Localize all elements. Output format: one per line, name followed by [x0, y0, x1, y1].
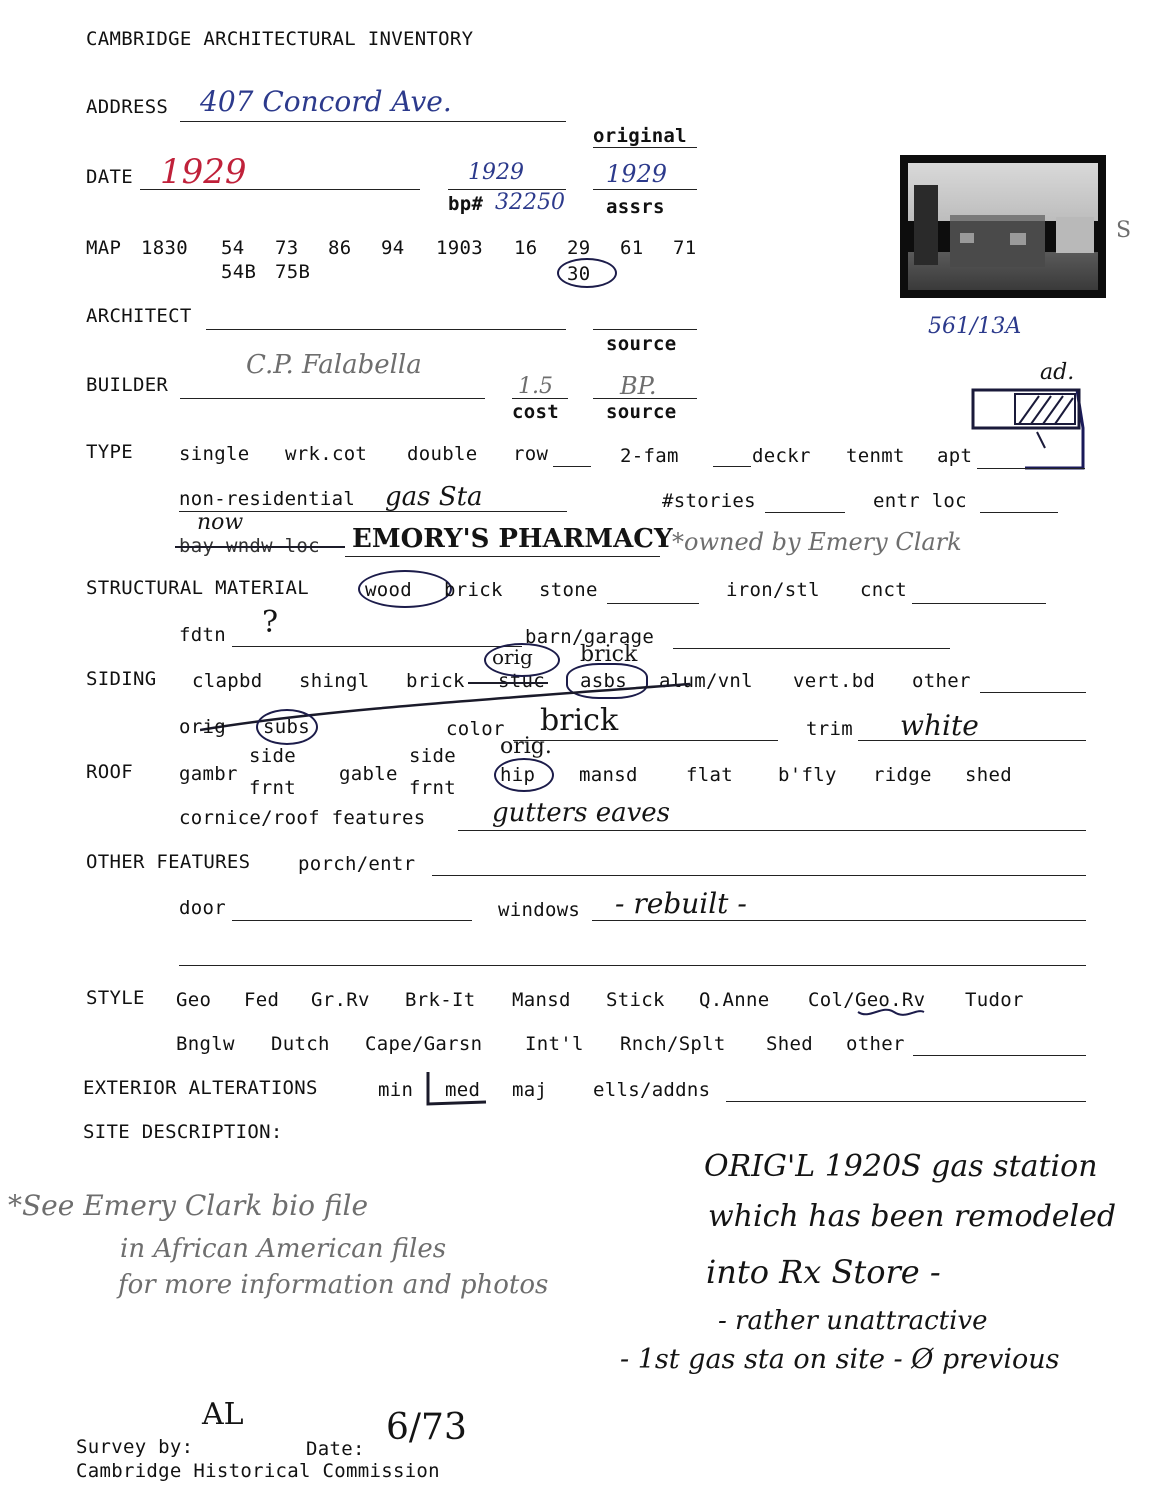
- date-label: DATE: [86, 166, 133, 188]
- type-apt-line: [977, 468, 1085, 469]
- architect-label: ARCHITECT: [86, 305, 192, 327]
- nonres-label: non-residential: [179, 488, 356, 510]
- color-line: [513, 740, 778, 741]
- survey-by-value: AL: [202, 1397, 244, 1432]
- windows-label: windows: [498, 899, 581, 921]
- siding-vertbd: vert.bd: [793, 670, 876, 692]
- color-value: brick: [540, 703, 619, 738]
- blank-line: [179, 965, 1086, 966]
- now-note: now: [197, 510, 244, 535]
- type-label: TYPE: [86, 441, 133, 463]
- bay-strike: [175, 546, 345, 548]
- style-geo: Geo: [176, 989, 212, 1011]
- footprint-sketch-icon: [965, 368, 1095, 478]
- roof-hip: hip: [500, 764, 536, 786]
- style-fed: Fed: [244, 989, 280, 1011]
- structural-label: STRUCTURAL MATERIAL: [86, 577, 310, 599]
- map-year-30: 30: [567, 263, 591, 285]
- roof-orig-note: orig.: [500, 734, 552, 759]
- bay-label: bay wndw loc: [179, 535, 320, 557]
- assrs-year: 1929: [606, 160, 668, 188]
- ext-alt-maj: maj: [512, 1079, 548, 1101]
- roof-bfly: b'fly: [778, 764, 837, 786]
- map-year-54: 54: [221, 237, 245, 259]
- roof-gable-frnt: frnt: [409, 777, 456, 799]
- roof-gambr-side: side: [249, 745, 296, 767]
- porch-line: [432, 875, 1086, 876]
- map-year-86: 86: [328, 237, 352, 259]
- style-other: other: [846, 1033, 905, 1055]
- site-label: SITE DESCRIPTION:: [83, 1121, 283, 1143]
- roof-shed: shed: [965, 764, 1012, 786]
- porch-label: porch/entr: [298, 853, 416, 875]
- stone-line: [607, 603, 699, 604]
- style-capegarsn: Cape/Garsn: [365, 1033, 483, 1055]
- fdtn-label: fdtn: [179, 624, 226, 646]
- stories-line: [765, 512, 845, 513]
- type-row-line: [553, 466, 591, 467]
- style-rnchsplt: Rnch/Splt: [620, 1033, 726, 1055]
- siding-other: other: [912, 670, 971, 692]
- sketch-note: ad.: [1040, 360, 1075, 385]
- cost-source-line: [593, 398, 697, 399]
- builder-line: [180, 398, 485, 399]
- map-30-circle: [557, 258, 617, 288]
- footer-commission: Cambridge Historical Commission: [76, 1460, 440, 1482]
- architect-source-line: [593, 329, 697, 330]
- site-line-2: which has been remodeled: [708, 1199, 1117, 1234]
- photo-ref: 561/13A: [928, 314, 1022, 339]
- bay-line: [345, 556, 660, 557]
- cost-label: cost: [512, 401, 559, 423]
- stories-label: #stories: [662, 490, 756, 512]
- type-tenmt: tenmt: [846, 445, 905, 467]
- med-mark-icon: [424, 1070, 490, 1110]
- siding-orig-note: orig: [492, 645, 533, 669]
- map-year-71: 71: [673, 237, 697, 259]
- trim-label: trim: [806, 718, 853, 740]
- see-note-3: for more information and photos: [118, 1270, 549, 1300]
- style-qanne: Q.Anne: [699, 989, 770, 1011]
- map-year-1830: 1830: [141, 237, 188, 259]
- address-label: ADDRESS: [86, 96, 169, 118]
- map-year-29: 29: [567, 237, 591, 259]
- survey-date-value: 6/73: [386, 1407, 467, 1448]
- structural-cnct: cnct: [860, 579, 907, 601]
- map-year-16: 16: [514, 237, 538, 259]
- cornice-line: [458, 830, 1086, 831]
- assrs-line: [593, 189, 697, 190]
- type-2fam: 2-fam: [620, 445, 679, 467]
- style-intl: Int'l: [525, 1033, 584, 1055]
- nonres-value: gas Sta: [385, 482, 483, 512]
- roof-gambr: gambr: [179, 763, 238, 785]
- map-year-1903: 1903: [436, 237, 483, 259]
- site-line-4: - rather unattractive: [718, 1306, 988, 1336]
- roof-label: ROOF: [86, 761, 133, 783]
- windows-line: [592, 920, 1086, 921]
- entr-loc-line: [980, 512, 1058, 513]
- ext-alt-med: med: [445, 1079, 481, 1101]
- form-header: CAMBRIDGE ARCHITECTURAL INVENTORY: [86, 28, 474, 50]
- address-line: [180, 121, 566, 122]
- style-dutch: Dutch: [271, 1033, 330, 1055]
- orig-label: orig: [179, 716, 226, 738]
- roof-gambr-frnt: frnt: [249, 777, 296, 799]
- structural-stone: stone: [539, 579, 598, 601]
- cost-line: [512, 398, 568, 399]
- ells-line: [726, 1101, 1086, 1102]
- siding-brick-note: brick: [580, 642, 638, 667]
- bp-year: 1929: [468, 160, 524, 185]
- type-deckr-line: [713, 466, 751, 467]
- see-note-1: *See Emery Clark bio file: [8, 1189, 369, 1222]
- siding-orig-circle: [484, 643, 560, 677]
- structural-wood: wood: [365, 579, 412, 601]
- roof-ridge: ridge: [873, 764, 932, 786]
- barn-line: [673, 648, 950, 649]
- siding-asbs: asbs: [580, 670, 627, 692]
- style-stick: Stick: [606, 989, 665, 1011]
- map-year-61: 61: [620, 237, 644, 259]
- siding-shingl: shingl: [299, 670, 370, 692]
- photo-side: S: [1116, 218, 1132, 243]
- roof-flat: flat: [686, 764, 733, 786]
- style-grrv: Gr.Rv: [311, 989, 370, 1011]
- color-label: color: [446, 718, 505, 740]
- cornice-label: cornice/roof features: [179, 807, 426, 829]
- map-label: MAP: [86, 237, 122, 259]
- subs-circle: [256, 709, 318, 745]
- structural-brick: brick: [444, 579, 503, 601]
- style-label: STYLE: [86, 987, 145, 1009]
- door-line: [232, 920, 472, 921]
- survey-by-label: Survey by:: [76, 1436, 194, 1458]
- builder-label: BUILDER: [86, 374, 169, 396]
- map-year-75b: 75B: [275, 261, 311, 283]
- style-shed: Shed: [766, 1033, 813, 1055]
- map-year-54b: 54B: [221, 261, 257, 283]
- cornice-value: gutters eaves: [492, 798, 671, 828]
- original-line: [593, 147, 697, 148]
- ext-alt-label: EXTERIOR ALTERATIONS: [83, 1077, 318, 1099]
- cost-source-value: BP.: [620, 372, 657, 400]
- roof-gable: gable: [339, 763, 398, 785]
- ext-alt-min: min: [378, 1079, 414, 1101]
- type-double: double: [407, 443, 478, 465]
- entr-loc-label: entr loc: [873, 490, 967, 512]
- fdtn-value: ?: [262, 605, 279, 640]
- siding-alumvnl: alum/vnl: [659, 670, 753, 692]
- address-value: 407 Concord Ave.: [200, 85, 452, 118]
- style-brkit: Brk-It: [405, 989, 476, 1011]
- map-year-73: 73: [275, 237, 299, 259]
- architect-source-label: source: [606, 333, 677, 355]
- siding-stuc: stuc: [498, 670, 545, 692]
- roof-mansd: mansd: [579, 764, 638, 786]
- structural-ironstl: iron/stl: [726, 579, 820, 601]
- fdtn-line: [232, 646, 522, 647]
- style-bnglw: Bnglw: [176, 1033, 235, 1055]
- windows-value: - rebuilt -: [615, 887, 747, 920]
- wood-circle: [358, 570, 452, 608]
- trim-value: white: [900, 709, 979, 742]
- site-line-1: ORIG'L 1920S gas station: [704, 1149, 1098, 1184]
- ext-alt-ells: ells/addns: [593, 1079, 711, 1101]
- original-label: original: [593, 125, 687, 147]
- bp-number: 32250: [495, 190, 565, 215]
- style-tudor: Tudor: [965, 989, 1024, 1011]
- roof-gable-side: side: [409, 745, 456, 767]
- style-mansd: Mansd: [512, 989, 571, 1011]
- other-features-label: OTHER FEATURES: [86, 851, 251, 873]
- cost-source-label: source: [606, 401, 677, 423]
- hip-circle: [494, 758, 554, 792]
- cnct-line: [912, 603, 1046, 604]
- bp-label: bp#: [448, 193, 484, 215]
- type-row: row: [513, 443, 549, 465]
- architect-line: [206, 329, 566, 330]
- type-single: single: [179, 443, 250, 465]
- barn-label: barn/garage: [525, 626, 655, 648]
- siding-brick: brick: [406, 670, 465, 692]
- assrs-label: assrs: [606, 196, 665, 218]
- building-photo: [900, 155, 1106, 298]
- site-line-5: - 1st gas sta on site - Ø previous: [620, 1344, 1060, 1375]
- survey-date-label: Date:: [306, 1438, 365, 1460]
- cost-value: 1.5: [518, 374, 553, 399]
- style-other-line: [913, 1055, 1086, 1056]
- map-year-94: 94: [381, 237, 405, 259]
- see-note-2: in African American files: [120, 1234, 447, 1264]
- owned-note: *owned by Emery Clark: [672, 528, 962, 556]
- type-wrkcot: wrk.cot: [285, 443, 368, 465]
- subs-label: subs: [263, 716, 310, 738]
- siding-label: SIDING: [86, 668, 157, 690]
- type-apt: apt: [937, 445, 973, 467]
- style-colgeorv: Col/Geo.Rv: [808, 989, 926, 1011]
- builder-value: C.P. Falabella: [246, 350, 422, 380]
- date-value: 1929: [160, 152, 247, 192]
- site-line-3: into Rx Store -: [706, 1253, 941, 1291]
- bay-value: EMORY'S PHARMACY: [352, 524, 673, 554]
- geo-rv-underline-icon: [856, 1004, 926, 1020]
- siding-other-line: [980, 692, 1086, 693]
- door-label: door: [179, 897, 226, 919]
- siding-clapbd: clapbd: [192, 670, 263, 692]
- type-deckr: deckr: [752, 445, 811, 467]
